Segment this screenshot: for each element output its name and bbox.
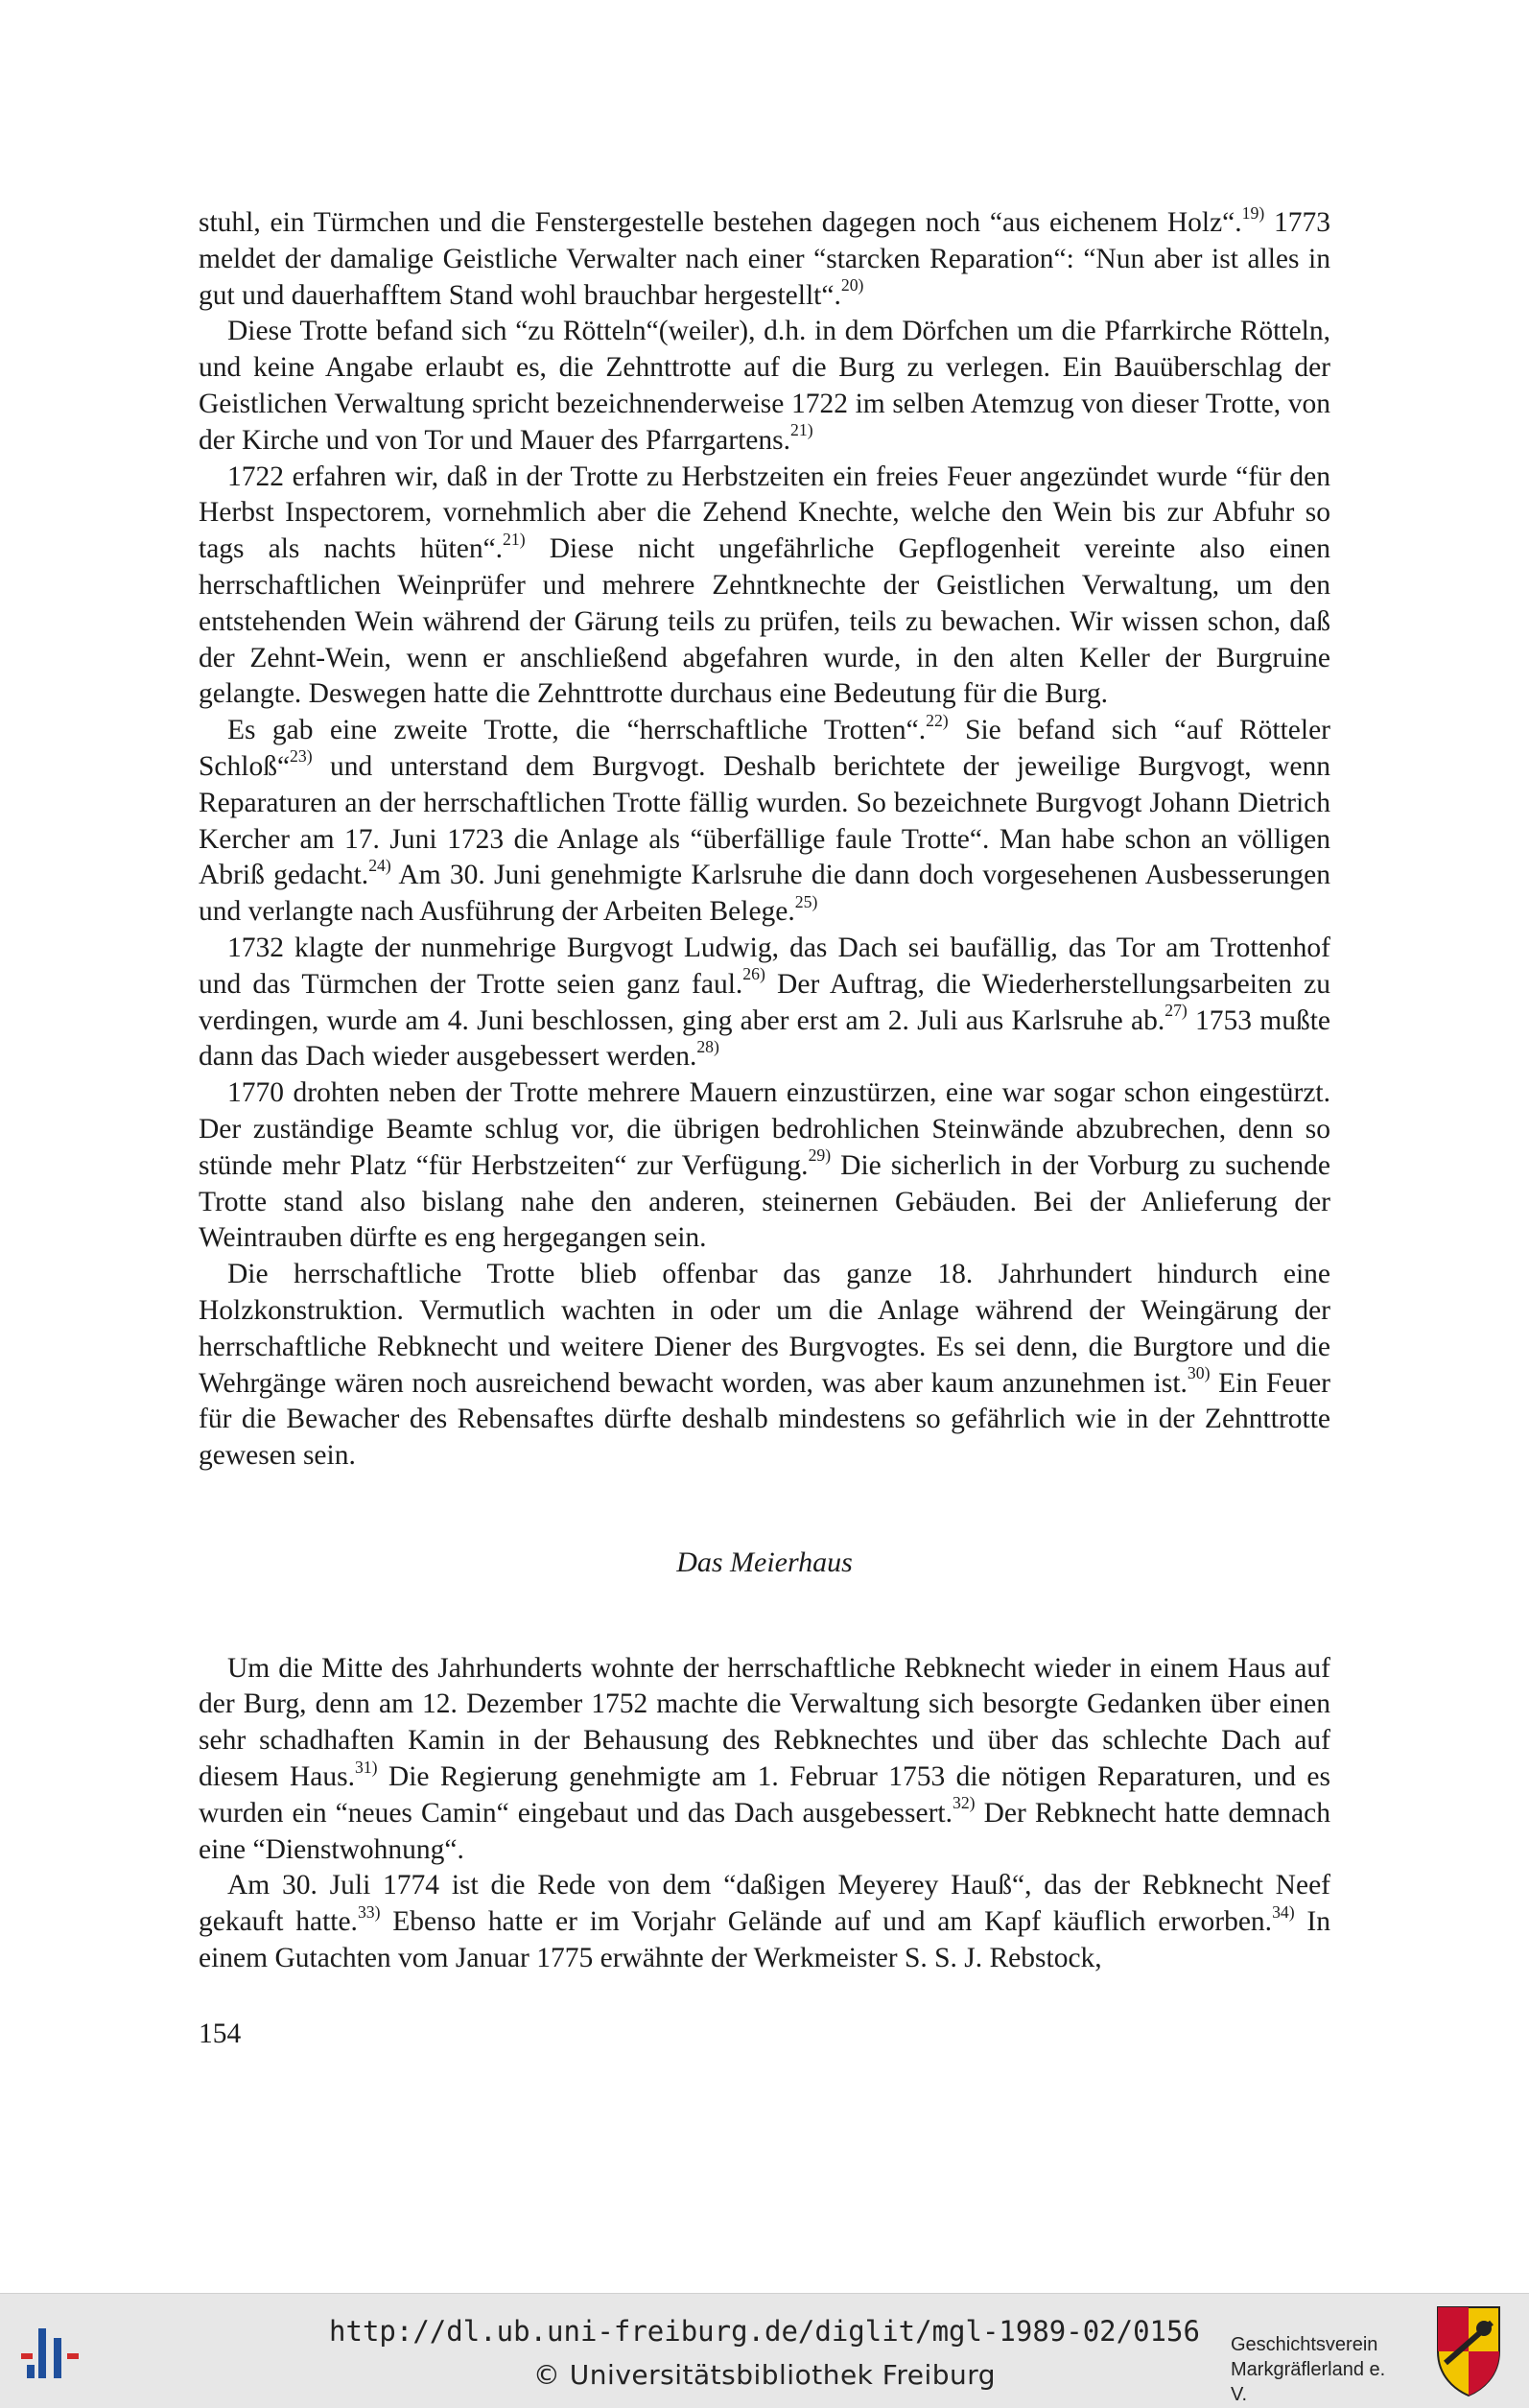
paragraphs-after-heading: [199, 1651, 1330, 1977]
paragraph: [199, 314, 1330, 459]
text-run: Diese Trotte befand sich “zu Rötteln“(weiler), d.h. in dem Dörfchen um die Pfarrkirche Rötteln, und keine Angabe erlaubt es, die Zehnttrotte auf die Burg zu verlegen. Ein Bauüberschlag der Geistlichen Verwaltung spricht bezeichnenderweise 1722 im selben Atemzug von dieser Trotte, von der Kirche und von Tor und Mauer des Pfarrgartens.: [199, 316, 1330, 456]
text-run: Am 30. Juni genehmigte Karlsruhe die dann doch vorgesehenen Ausbesserungen und verlangte nach Ausführung der Arbeiten Belege.: [199, 860, 1330, 928]
footnote-marker: 29): [808, 1145, 832, 1166]
section-heading: Das Meierhaus: [676, 1546, 853, 1578]
text-run: Die Regierung genehmigte am 1. Februar 1753 die nötigen Reparaturen, und es wurden ein “neues Camin“ eingebaut und das Dach ausgebessert.: [199, 1761, 1331, 1829]
body-text: [199, 202, 1331, 1977]
text-run: Der Rebknecht hatte demnach eine “Dienstwohnung“.: [199, 1797, 1330, 1865]
footnote-marker: 20): [840, 275, 864, 295]
footnote-marker: 24): [368, 855, 391, 875]
footnote-marker: 28): [696, 1036, 719, 1056]
text-run: Es gab eine zweite Trotte, die “herrschaftliche Trotten“.: [227, 715, 927, 746]
footnote-marker: 27): [1164, 1001, 1188, 1021]
paragraph: [199, 710, 1330, 931]
text-run: Ein Feuer für die Bewacher des Rebensaftes dürfte deshalb mindestens so gefährlich wie in der Zehnttrotte gewesen sein.: [199, 1367, 1330, 1472]
society-crest-icon: [1434, 2303, 1503, 2397]
text-run: Der Auftrag, die Wiederherstellungsarbeiten zu verdingen, wurde am 4. Juni beschlossen, ging aber erst am 2. Juli aus Karlsruhe ab.: [199, 968, 1331, 1036]
footer-url-link[interactable]: http://dl.ub.uni-freiburg.de/diglit/mgl-1989-02/0156: [329, 2315, 1200, 2348]
text-run: 1722 erfahren wir, daß in der Trotte zu Herbstzeiten ein freies Feuer angezündet wurde “für den Herbst Inspectorem, vornehmlich aber die Zehend Knechte, welche den Wein bis zur Abfuhr so tags als nachts hüten“.: [199, 460, 1330, 565]
footnote-marker: 22): [926, 710, 949, 730]
paragraph: [199, 1075, 1330, 1257]
page-number: 154: [199, 2018, 242, 2049]
footnote-marker: 23): [290, 746, 313, 767]
footer-society-name: [1231, 2332, 1403, 2407]
footnote-marker: 34): [1272, 1901, 1295, 1922]
footnote-marker: 31): [354, 1757, 378, 1777]
footnote-marker: 21): [790, 420, 813, 440]
text-run: Diese nicht ungefährliche Gepflogenheit vereinte also einen herrschaftlichen Weinprüfer und mehrere Zehntknechte der Geistlichen Verwaltung, um den entstehenden Wein während der Gärung teils zu prüfen, teils zu bewachen. Wir wissen schon, daß der Zehnt-Wein, wenn er anschließend abgefahren wurde, in den alten Keller der Burgruine gelangte. Deswegen hatte die Zehnttrotte durchaus eine Bedeutung für die Burg.: [199, 533, 1330, 710]
text-run: Am 30. Juli 1774 ist die Rede von dem “daßigen Meyerey Hauß“, das der Rebknecht Neef gekauft hatte.: [199, 1870, 1330, 1938]
paragraph: [199, 1257, 1330, 1475]
society-line-1: Geschichtsverein: [1231, 2334, 1378, 2355]
footnote-marker: 33): [357, 1901, 381, 1922]
text-run: Die herrschaftliche Trotte blieb offenbar das ganze 18. Jahrhundert hindurch eine Holzkonstruktion. Vermutlich wachten in oder um die Anlage während der Weingärung der herrschaftliche Rebknecht und weitere Diener des Burgvogtes. Es sei denn, die Burgtore und die Wehrgänge wären noch ausreichend bewacht worden, was aber kaum anzunehmen ist.: [199, 1259, 1330, 1399]
text-run: 1753 mußte dann das Dach wieder ausgebessert werden.: [199, 1004, 1330, 1073]
footer-bar: [0, 2293, 1529, 2408]
paragraph: [199, 460, 1330, 714]
text-run: Ebenso hatte er im Vorjahr Gelände auf und am Kapf käuflich erworben.: [380, 1906, 1273, 1938]
text-run: Sie befand sich “auf Rötteler Schloß“: [199, 715, 1330, 782]
footnote-marker: 25): [794, 891, 818, 911]
paragraph: [199, 1868, 1330, 1976]
paragraph: [199, 202, 1330, 314]
text-run: Um die Mitte des Jahrhunderts wohnte der herrschaftliche Rebknecht wieder in einem Haus auf der Burg, denn am 12. Dezember 1752 machte die Verwaltung sich besorgte Gedanken über einen sehr schadhaften Kamin in der Behausung des Rebknechtes und über das schlechte Dach auf diesem Haus.: [199, 1652, 1330, 1793]
text-run: In einem Gutachten vom Januar 1775 erwähnte der Werkmeister S. S. J. Rebstock,: [199, 1906, 1330, 1974]
text-run: 1732 klagte der nunmehrige Burgvogt Ludwig, das Dach sei baufällig, das Tor am Trottenhof und das Türmchen der Trotte seien ganz faul.: [199, 932, 1330, 1000]
paragraph: [199, 1651, 1330, 1869]
text-run: 1773 meldet der damalige Geistliche Verwalter nach einer “starcken Reparation“: “Nun aber ist alles in gut und dauerhafftem Stand wohl brauchbar hergestellt“.: [199, 207, 1330, 311]
text-run: Die sicherlich in der Vorburg zu suchende Trotte stand also bislang nahe den anderen, steinernen Gebäuden. Bei der Anlieferung der Weintrauben dürfte es eng hergegangen sein.: [199, 1149, 1330, 1254]
paragraph: [199, 931, 1330, 1075]
footnote-marker: 26): [742, 964, 765, 984]
paragraphs-before-heading: [199, 202, 1331, 1475]
society-line-2: Markgräflerland e. V.: [1231, 2359, 1386, 2405]
footnote-marker: 32): [952, 1793, 976, 1813]
text-run: 1770 drohten neben der Trotte mehrere Mauern einzustürzen, eine war sogar schon eingestürzt. Der zuständige Beamte schlug vor, die übrigen bedrohlichen Steinwände abzubrechen, denn so stünde mehr Platz “für Herbstzeiten“ zur Verfügung.: [199, 1077, 1330, 1181]
text-run: stuhl, ein Türmchen und die Fenstergestelle bestehen dagegen noch “aus eichenem Holz“.: [199, 207, 1242, 238]
footnote-marker: 21): [503, 529, 526, 549]
footer-copyright: © Universitätsbibliothek Freiburg: [532, 2359, 997, 2391]
footnote-marker: 19): [1241, 202, 1265, 223]
footnote-marker: 30): [1187, 1363, 1211, 1383]
text-run: und unterstand dem Burgvogt. Deshalb berichtete der jeweilige Burgvogt, wenn Reparaturen an der herrschaftlichen Trotte fällig wurden. So bezeichnete Burgvogt Johann Dietrich Kercher am 17. Juni 1723 die Anlage als “überfällige faule Trotte“. Man habe schon an völligen Abriß gedacht.: [199, 750, 1330, 891]
